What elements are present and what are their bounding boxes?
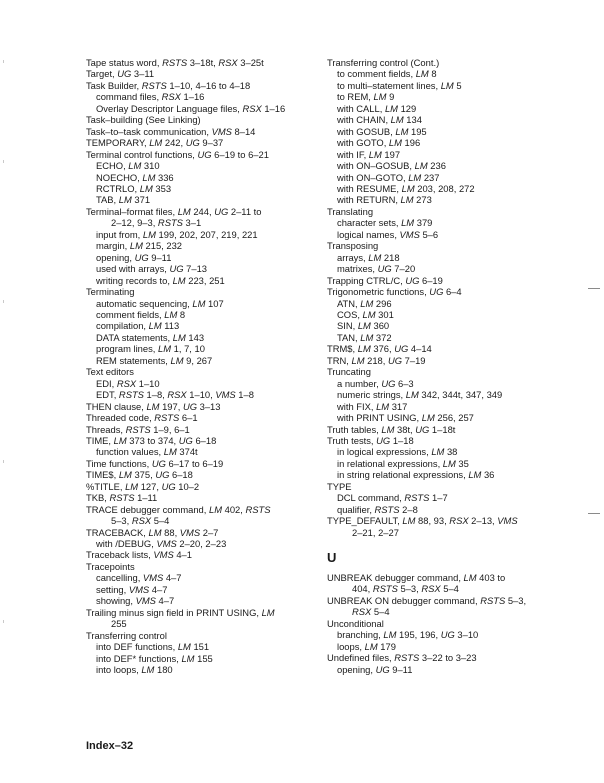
index-subentry: into DEF* functions, LM 155: [96, 652, 213, 664]
index-subentry: with RESUME, LM 203, 208, 272: [337, 182, 475, 194]
index-subentry: EDT, RSTS 1–8, RSX 1–10, VMS 1–8: [96, 389, 254, 401]
index-subentry: comment fields, LM 8: [96, 308, 186, 320]
index-subentry: in logical expressions, LM 38: [337, 446, 458, 458]
index-entry: Task–building (See Linking): [86, 114, 201, 126]
index-entry: TEMPORARY, LM 242, UG 9–37: [86, 137, 224, 149]
index-subentry: cancelling, VMS 4–7: [96, 572, 182, 584]
index-subentry: writing records to, LM 223, 251: [96, 274, 225, 286]
index-entry: Transferring control (Cont.): [327, 57, 440, 68]
index-subentry: with PRINT USING, LM 256, 257: [337, 412, 474, 424]
index-subentry: with GOSUB, LM 195: [337, 125, 427, 137]
binding-mark: [3, 60, 4, 63]
index-entry: TRM$, LM 376, UG 4–14: [327, 343, 432, 355]
section-letter-heading: U: [327, 550, 337, 566]
index-entry: Translating: [327, 205, 374, 217]
binding-mark: [3, 300, 4, 303]
index-subentry: in relational expressions, LM 35: [337, 457, 469, 469]
index-entry: Transposing: [327, 240, 379, 252]
index-subentry: EDI, RSX 1–10: [96, 377, 160, 389]
index-subentry: COS, LM 301: [337, 308, 394, 320]
index-entry: TRACEBACK, LM 88, VMS 2–7: [86, 526, 219, 538]
index-subentry: margin, LM 215, 232: [96, 240, 183, 252]
index-subentry: showing, VMS 4–7: [96, 595, 175, 607]
index-subentry: command files, RSX 1–16: [96, 91, 205, 103]
index-subentry: with CHAIN, LM 134: [337, 114, 422, 126]
index-subentry: to comment fields, LM 8: [337, 68, 437, 80]
index-entry: THEN clause, LM 197, UG 3–13: [86, 400, 221, 412]
index-subentry: into DEF functions, LM 151: [96, 641, 210, 653]
index-entry: TIME, LM 373 to 374, UG 6–18: [86, 434, 217, 446]
binding-mark: [3, 620, 4, 623]
index-subentry: with CALL, LM 129: [337, 102, 417, 114]
index-subentry: used with arrays, UG 7–13: [96, 263, 207, 275]
index-subentry: branching, LM 195, 196, UG 3–10: [337, 629, 479, 641]
index-entry: Truth tests, UG 1–18: [327, 434, 414, 446]
index-subentry: with GOTO, LM 196: [337, 137, 421, 149]
index-subentry: opening, UG 9–11: [96, 251, 172, 263]
index-subentry: to REM, LM 9: [337, 91, 395, 103]
index-subentry: 2–21, 2–27: [352, 526, 399, 538]
index-subentry: Overlay Descriptor Language files, RSX 1–16: [96, 102, 286, 114]
index-subentry: NOECHO, LM 336: [96, 171, 174, 183]
index-group-t-continued: [327, 57, 567, 538]
index-entry: Terminal–format files, LM 244, UG 2–11 to: [86, 205, 262, 217]
index-subentry: TAN, LM 372: [337, 331, 392, 343]
index-entry: UNBREAK ON debugger command, RSTS 5–3,: [327, 594, 527, 606]
index-entry: Transferring control: [86, 629, 167, 641]
index-subentry: with ON–GOSUB, LM 236: [337, 160, 446, 172]
index-subentry: into loops, LM 180: [96, 664, 173, 676]
index-entry: Tape status word, RSTS 3–18t, RSX 3–25t: [86, 57, 264, 68]
binding-mark: [3, 460, 4, 463]
index-subentry: setting, VMS 4–7: [96, 583, 168, 595]
index-subentry: TAB, LM 371: [96, 194, 151, 206]
index-subentry: to multi–statement lines, LM 5: [337, 79, 462, 91]
index-subentry: program lines, LM 1, 7, 10: [96, 343, 205, 355]
index-subentry: opening, UG 9–11: [337, 663, 413, 675]
index-subentry: 255: [111, 618, 127, 630]
index-subentry: RSX 5–4: [352, 606, 390, 618]
index-column-right: [327, 57, 567, 675]
index-subentry: loops, LM 179: [337, 640, 396, 652]
index-subentry: with /DEBUG, VMS 2–20, 2–23: [96, 538, 227, 550]
index-entry: Traceback lists, VMS 4–1: [86, 549, 192, 561]
index-entry: Target, UG 3–11: [86, 68, 155, 80]
page-edge-mark: [588, 513, 600, 514]
index-entry: Task Builder, RSTS 1–10, 4–16 to 4–18: [86, 79, 251, 91]
index-subentry: DCL command, RSTS 1–7: [337, 492, 448, 504]
index-entry: Threads, RSTS 1–9, 6–1: [86, 423, 190, 435]
index-entry: Trailing minus sign field in PRINT USING, LM: [86, 606, 275, 618]
index-subentry: with ON–GOTO, LM 237: [337, 171, 440, 183]
index-subentry: 2–12, 9–3, RSTS 3–1: [111, 217, 202, 229]
index-subentry: qualifier, RSTS 2–8: [337, 503, 418, 515]
index-entry: TRN, LM 218, UG 7–19: [327, 354, 426, 366]
page-footer: Index–32: [86, 740, 134, 752]
index-entry: Trigonometric functions, UG 6–4: [327, 286, 462, 298]
index-entry: Terminal control functions, UG 6–19 to 6–21: [86, 148, 269, 160]
index-subentry: character sets, LM 379: [337, 217, 433, 229]
index-subentry: ECHO, LM 310: [96, 160, 160, 172]
index-group-u: [327, 572, 567, 675]
page-edge-mark: [588, 288, 600, 289]
index-subentry: REM statements, LM 9, 267: [96, 354, 213, 366]
index-subentry: logical names, VMS 5–6: [337, 228, 439, 240]
index-entry: Text editors: [86, 366, 134, 378]
index-subentry: numeric strings, LM 342, 344t, 347, 349: [337, 389, 503, 401]
index-entry: Unconditional: [327, 617, 384, 629]
index-entry: Undefined files, RSTS 3–22 to 3–23: [327, 652, 477, 664]
index-entry: Time functions, UG 6–17 to 6–19: [86, 457, 224, 469]
index-entry: Threaded code, RSTS 6–1: [86, 412, 198, 424]
index-subentry: SIN, LM 360: [337, 320, 390, 332]
index-entry: Truncating: [327, 366, 371, 378]
index-subentry: ATN, LM 296: [337, 297, 392, 309]
index-subentry: with FIX, LM 317: [337, 400, 408, 412]
index-subentry: matrixes, UG 7–20: [337, 263, 416, 275]
index-subentry: automatic sequencing, LM 107: [96, 297, 224, 309]
index-subentry: a number, UG 6–3: [337, 377, 414, 389]
index-subentry: 404, RSTS 5–3, RSX 5–4: [352, 583, 459, 595]
index-subentry: 5–3, RSX 5–4: [111, 515, 170, 527]
index-entry: Truth tables, LM 38t, UG 1–18t: [327, 423, 456, 435]
index-subentry: arrays, LM 218: [337, 251, 400, 263]
index-entry: UNBREAK debugger command, LM 403 to: [327, 572, 506, 584]
index-entry: TYPE: [327, 480, 352, 492]
index-entry: Terminating: [86, 286, 135, 298]
index-column-left: [86, 57, 348, 675]
index-entry: TKB, RSTS 1–11: [86, 492, 158, 504]
index-entry: Task–to–task communication, VMS 8–14: [86, 125, 256, 137]
index-entry: Trapping CTRL/C, UG 6–19: [327, 274, 443, 286]
index-entry: Tracepoints: [86, 560, 135, 572]
index-subentry: compilation, LM 113: [96, 320, 180, 332]
index-subentry: with RETURN, LM 273: [337, 194, 432, 206]
index-entry: TIME$, LM 375, UG 6–18: [86, 469, 193, 481]
index-subentry: with IF, LM 197: [337, 148, 401, 160]
index-subentry: function values, LM 374t: [96, 446, 198, 458]
index-subentry: in string relational expressions, LM 36: [337, 469, 495, 481]
index-entry: TYPE_DEFAULT, LM 88, 93, RSX 2–13, VMS: [327, 515, 518, 527]
index-subentry: input from, LM 199, 202, 207, 219, 221: [96, 228, 258, 240]
index-entry: TRACE debugger command, LM 402, RSTS: [86, 503, 271, 515]
binding-mark: [3, 160, 4, 163]
index-subentry: RCTRLO, LM 353: [96, 182, 172, 194]
index-subentry: DATA statements, LM 143: [96, 331, 205, 343]
index-entry: %TITLE, LM 127, UG 10–2: [86, 480, 200, 492]
